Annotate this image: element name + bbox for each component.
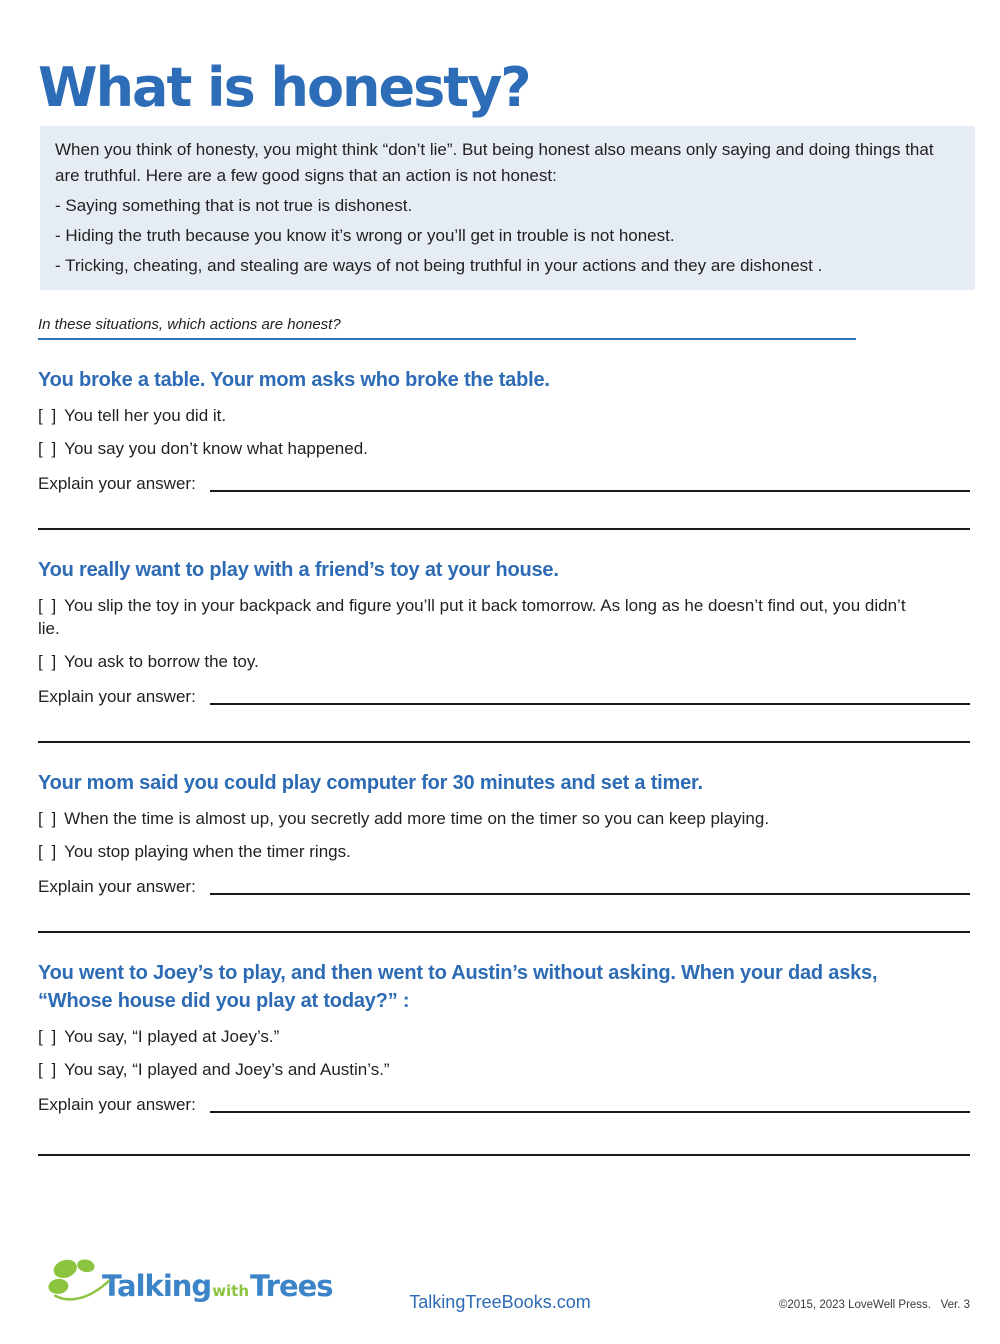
option-label: You slip the toy in your backpack and figure you’ll put it back tomorrow. As long as he doesn’t find out, you didn’t lie.: [38, 595, 906, 638]
option-label: You ask to borrow the toy.: [64, 651, 259, 671]
option-label: You say you don’t know what happened.: [64, 438, 368, 458]
question-section-2: [38, 556, 970, 743]
explain-row: [38, 1093, 970, 1116]
answer-blank-line[interactable]: [210, 703, 970, 705]
checkbox-icon[interactable]: [ ]: [38, 841, 59, 861]
explain-row: [38, 472, 970, 495]
talking-with-trees-logo: [44, 1260, 333, 1312]
answer-option: [38, 1058, 908, 1081]
question-section-1: [38, 366, 970, 530]
intro-bullet: - Hiding the truth because you know it’s wrong or you’ll get in trouble is not honest.: [55, 225, 675, 245]
answer-option: [38, 437, 908, 460]
answer-option: [38, 840, 908, 863]
question-heading: You really want to play with a friend’s toy at your house.: [38, 558, 559, 581]
worksheet-page: [0, 56, 1000, 1344]
logo-word-talking: Talking: [102, 1269, 212, 1303]
answer-extra-line[interactable]: [38, 741, 970, 743]
explain-label: Explain your answer:: [38, 686, 196, 706]
checkbox-icon[interactable]: [ ]: [38, 595, 59, 615]
question-heading: Your mom said you could play computer for 30 minutes and set a timer.: [38, 771, 703, 794]
website-link[interactable]: TalkingTreeBooks.com: [409, 1292, 591, 1312]
explain-row: [38, 875, 970, 898]
answer-option: [38, 404, 908, 427]
intro-bullet: - Saying something that is not true is dishonest.: [55, 195, 413, 215]
answer-blank-line[interactable]: [210, 490, 970, 492]
explain-row: [38, 685, 970, 708]
checkbox-icon[interactable]: [ ]: [38, 1059, 59, 1079]
page-title: What is honesty?: [38, 56, 530, 119]
intro-bullet: - Tricking, cheating, and stealing are ways of not being truthful in your actions and they are dishonest .: [55, 255, 823, 275]
option-label: You stop playing when the timer rings.: [64, 841, 351, 861]
option-label: You tell her you did it.: [64, 405, 227, 425]
answer-blank-line[interactable]: [210, 893, 970, 895]
answer-blank-line[interactable]: [210, 1111, 970, 1113]
logo-word-trees: Trees: [250, 1269, 333, 1303]
answer-extra-line[interactable]: [38, 931, 970, 933]
question-section-4: [38, 959, 970, 1156]
clover-icon: [44, 1256, 114, 1308]
question-section-3: [38, 769, 970, 933]
answer-option: [38, 1025, 908, 1048]
explain-label: Explain your answer:: [38, 876, 196, 896]
explain-label: Explain your answer:: [38, 473, 196, 493]
option-label: You say, “I played and Joey’s and Austin’s.”: [64, 1059, 390, 1079]
checkbox-icon[interactable]: [ ]: [38, 405, 59, 425]
checkbox-icon[interactable]: [ ]: [38, 808, 59, 828]
option-label: When the time is almost up, you secretly add more time on the timer so you can keep playing.: [64, 808, 770, 828]
answer-option: [38, 650, 908, 673]
question-heading: You broke a table. Your mom asks who broke the table.: [38, 368, 550, 391]
copyright-text: ©2015, 2023 LoveWell Press. Ver. 3: [778, 1299, 970, 1311]
checkbox-icon[interactable]: [ ]: [38, 1026, 59, 1046]
intro-paragraph: When you think of honesty, you might think “don’t lie”. But being honest also means only saying and doing things that are truthful. Here are a few good signs that an action is not honest:: [55, 139, 934, 185]
answer-option: [38, 807, 908, 830]
answer-option: [38, 594, 908, 640]
question-heading: You went to Joey’s to play, and then went to Austin’s without asking. When your dad asks, “Whose house did you play at today?” :: [38, 961, 878, 1012]
instructions-prompt: In these situations, which actions are honest?: [38, 316, 856, 340]
explain-label: Explain your answer:: [38, 1094, 196, 1114]
intro-box: [40, 126, 975, 290]
answer-extra-line[interactable]: [38, 528, 970, 530]
checkbox-icon[interactable]: [ ]: [38, 651, 59, 671]
checkbox-icon[interactable]: [ ]: [38, 438, 59, 458]
logo-word-with: with: [212, 1282, 250, 1300]
answer-extra-line[interactable]: [38, 1154, 970, 1156]
option-label: You say, “I played at Joey’s.”: [64, 1026, 280, 1046]
